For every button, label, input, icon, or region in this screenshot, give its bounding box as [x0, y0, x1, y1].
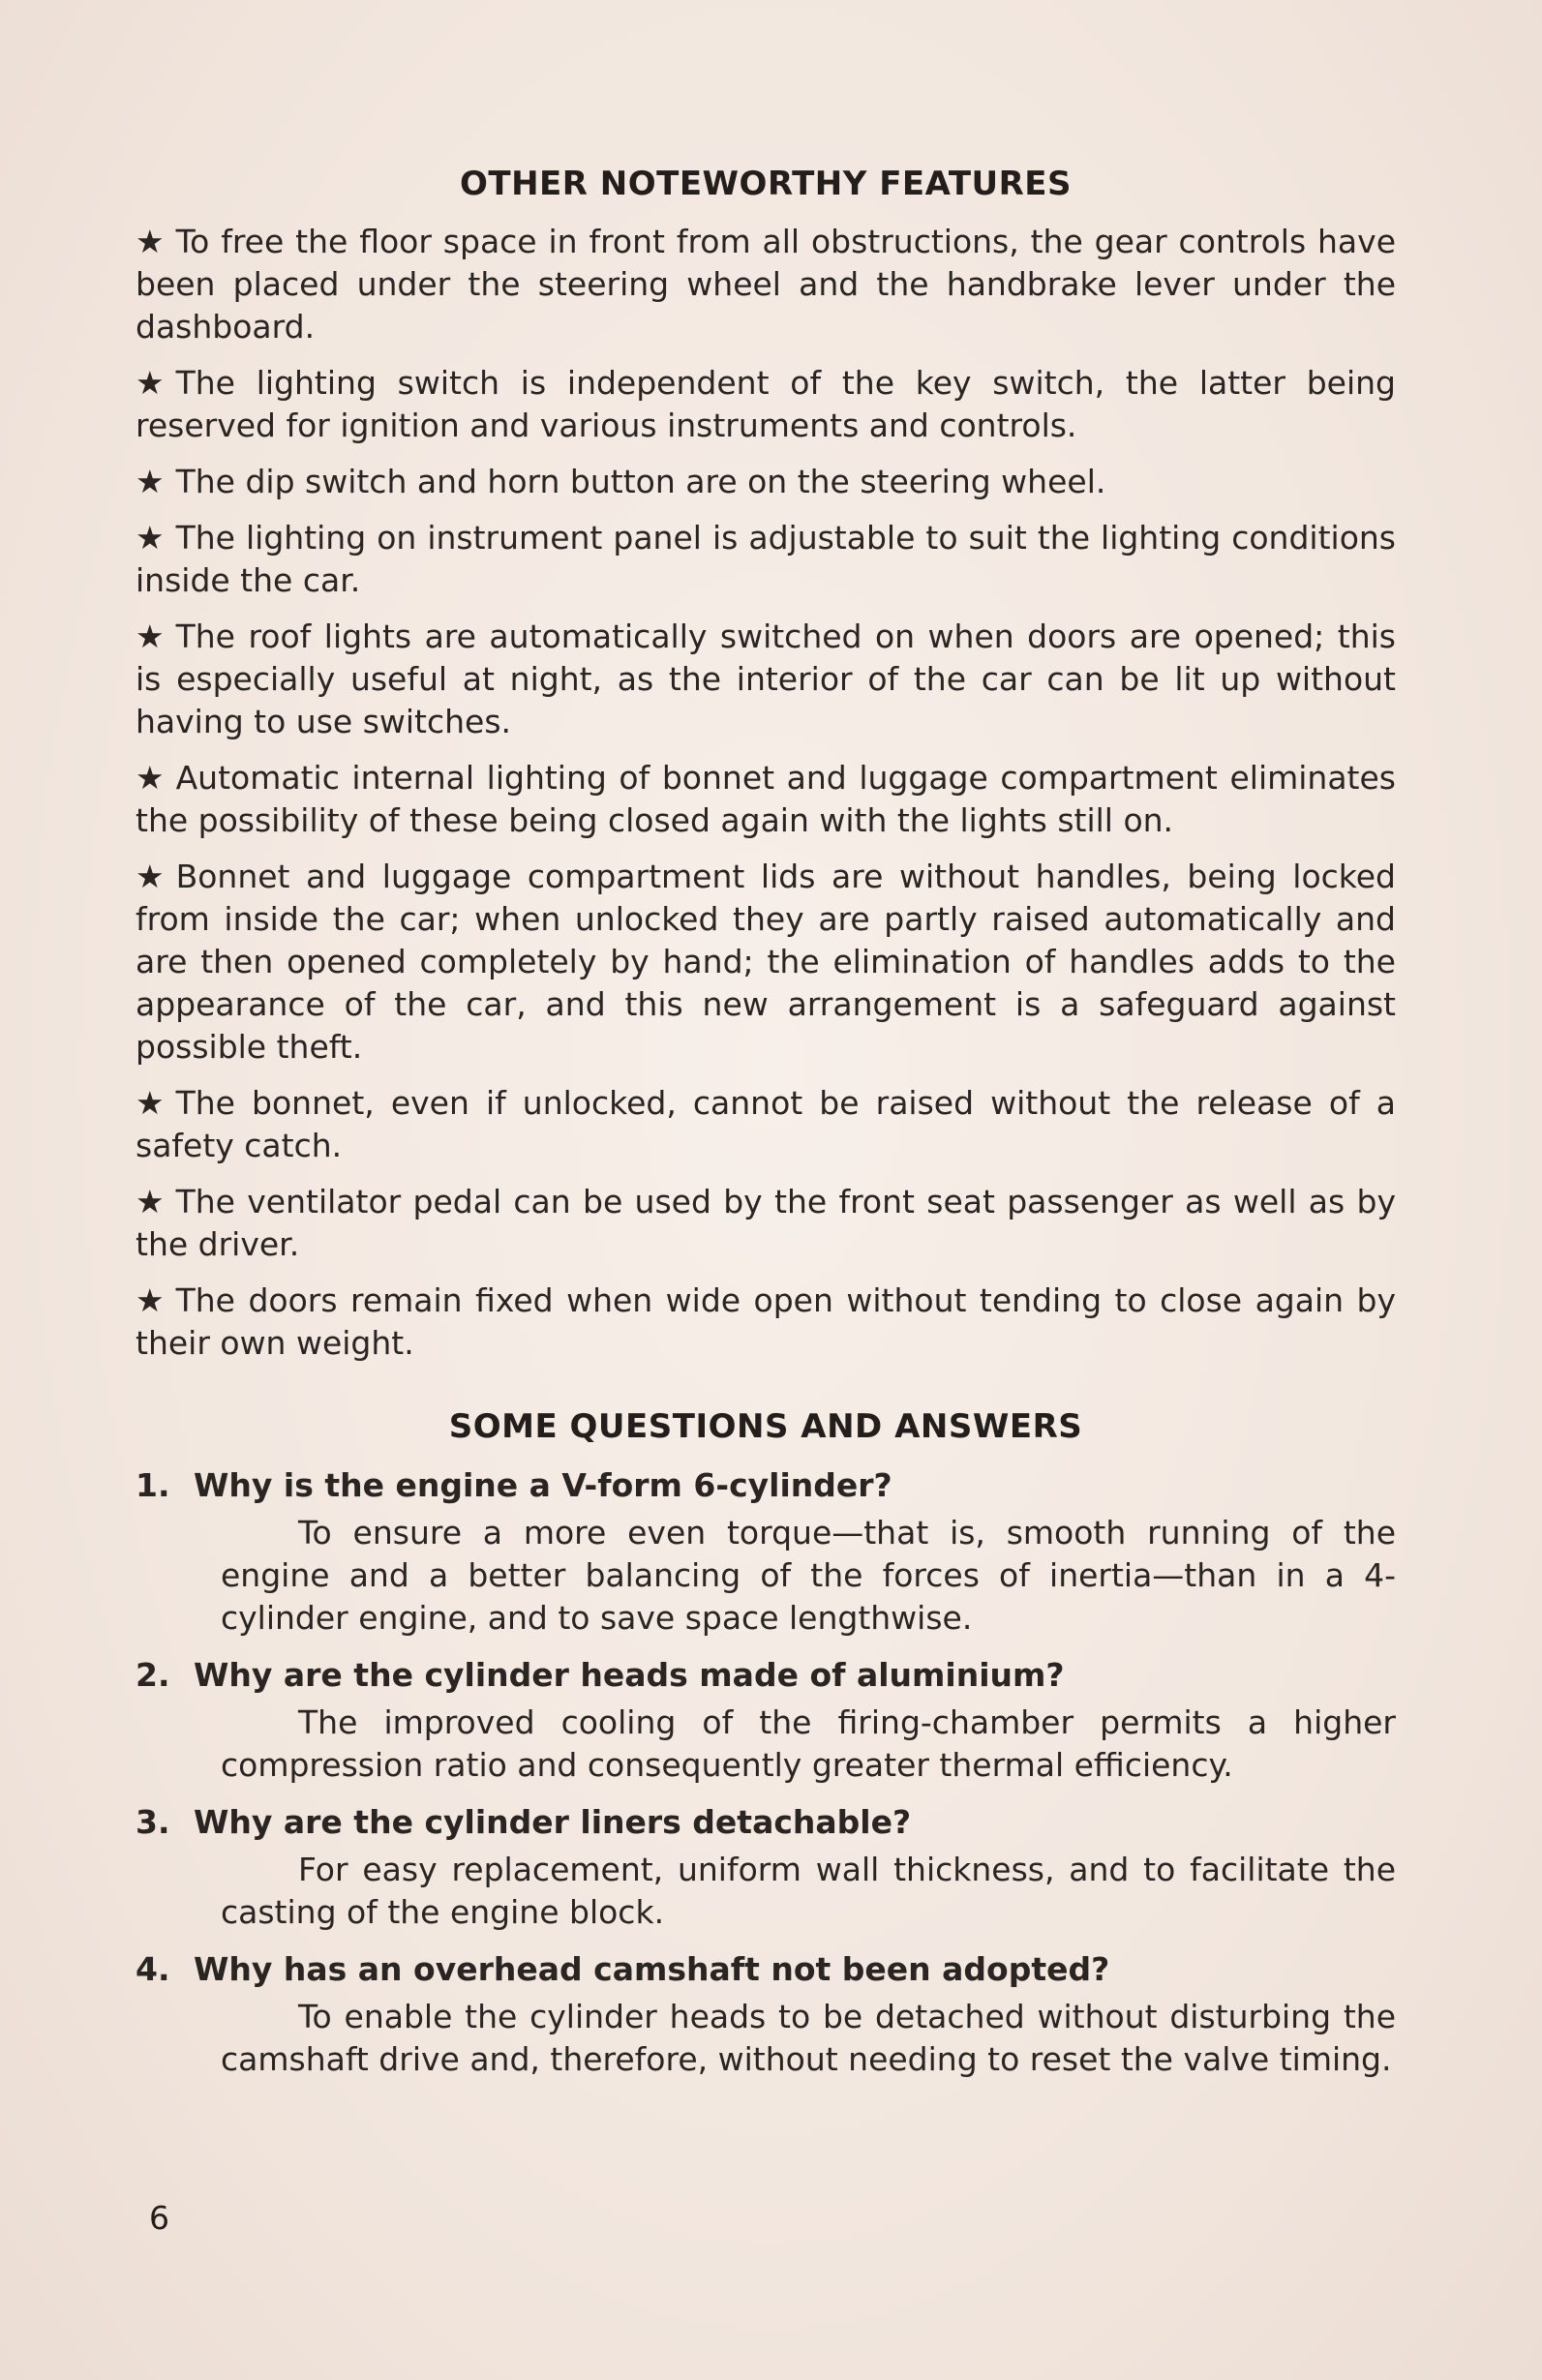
feature-text: The lighting on instrument panel is adjustable to suit the lighting conditions inside the car. [136, 519, 1396, 599]
star-icon: ★ [136, 463, 165, 500]
qa-item [136, 1800, 1396, 1934]
feature-item [136, 221, 1396, 348]
star-icon: ★ [136, 364, 165, 402]
feature-text: To free the floor space in front from all obstructions, the gear controls have been placed under the steering wheel and the handbrake lever under the dashboard. [136, 223, 1396, 346]
star-icon: ★ [136, 1281, 165, 1319]
feature-text: Automatic internal lighting of bonnet and luggage compartment eliminates the possibility of these being closed again with the lights still on. [136, 759, 1396, 839]
star-icon: ★ [136, 1084, 165, 1122]
document-page [136, 165, 1396, 2094]
feature-item [136, 1280, 1396, 1365]
qa-answer: For easy replacement, uniform wall thickness, and to facilitate the casting of the engine block. [221, 1851, 1396, 1931]
feature-text: The doors remain fixed when wide open without tending to close again by their own weight. [136, 1281, 1396, 1362]
feature-text: The lighting switch is independent of the key switch, the latter being reserved for ignition and various instruments and controls. [136, 364, 1396, 444]
feature-item [136, 461, 1396, 503]
star-icon: ★ [136, 618, 165, 655]
feature-item [136, 1181, 1396, 1266]
qa-question [136, 1947, 1396, 1992]
qa-heading: SOME QUESTIONS AND ANSWERS [448, 1407, 1083, 1446]
feature-text: Bonnet and luggage compartment lids are without handles, being locked from inside the car; when unlocked they are partly raised automatically and are then opened completely by hand; the elimination of handles adds to the appearance of the car, and this new arrangement is a safeguard against possible theft. [136, 858, 1396, 1066]
qa-question-text: Why is the engine a V-form 6-cylinder? [194, 1466, 892, 1504]
qa-question [136, 1800, 1396, 1845]
qa-number: 1. [136, 1466, 170, 1504]
page-number: 6 [149, 2199, 169, 2237]
qa-number: 4. [136, 1950, 170, 1988]
qa-item [136, 1947, 1396, 2081]
feature-text: The roof lights are automatically switched on when doors are opened; this is especially useful at night, as the interior of the car can be lit up without having to use switches. [136, 618, 1396, 740]
feature-item [136, 362, 1396, 447]
feature-item [136, 616, 1396, 743]
feature-item [136, 1082, 1396, 1167]
star-icon: ★ [136, 858, 165, 895]
star-icon: ★ [136, 519, 165, 557]
star-icon: ★ [136, 1183, 165, 1220]
qa-answer: To ensure a more even torque—that is, smooth running of the engine and a better balancing of the forces of inertia—than in a 4-cylinder engine, and to save space lengthwise. [221, 1514, 1396, 1637]
feature-item [136, 517, 1396, 602]
star-icon: ★ [136, 223, 165, 260]
qa-answer: To enable the cylinder heads to be detached without disturbing the camshaft drive and, therefore, without needing to reset the valve timing. [221, 1998, 1396, 2078]
qa-question-text: Why has an overhead camshaft not been adopted? [194, 1950, 1110, 1988]
qa-number: 3. [136, 1803, 170, 1841]
feature-text: The ventilator pedal can be used by the front seat passenger as well as by the driver. [136, 1183, 1396, 1263]
qa-number: 2. [136, 1656, 170, 1694]
qa-answer: The improved cooling of the firing-chamber permits a higher compression ratio and consequently greater thermal efficiency. [221, 1703, 1396, 1784]
qa-item [136, 1653, 1396, 1787]
qa-question-text: Why are the cylinder liners detachable? [194, 1803, 912, 1841]
features-heading: OTHER NOTEWORTHY FEATURES [459, 165, 1073, 203]
qa-list [136, 1463, 1396, 2081]
qa-item [136, 1463, 1396, 1640]
qa-question [136, 1463, 1396, 1508]
feature-text: The dip switch and horn button are on the steering wheel. [175, 463, 1106, 500]
features-list [136, 221, 1396, 1365]
qa-question [136, 1653, 1396, 1698]
feature-text: The bonnet, even if unlocked, cannot be raised without the release of a safety catch. [136, 1084, 1396, 1164]
star-icon: ★ [136, 759, 165, 797]
feature-item [136, 856, 1396, 1069]
qa-question-text: Why are the cylinder heads made of aluminium? [194, 1656, 1065, 1694]
feature-item [136, 757, 1396, 842]
